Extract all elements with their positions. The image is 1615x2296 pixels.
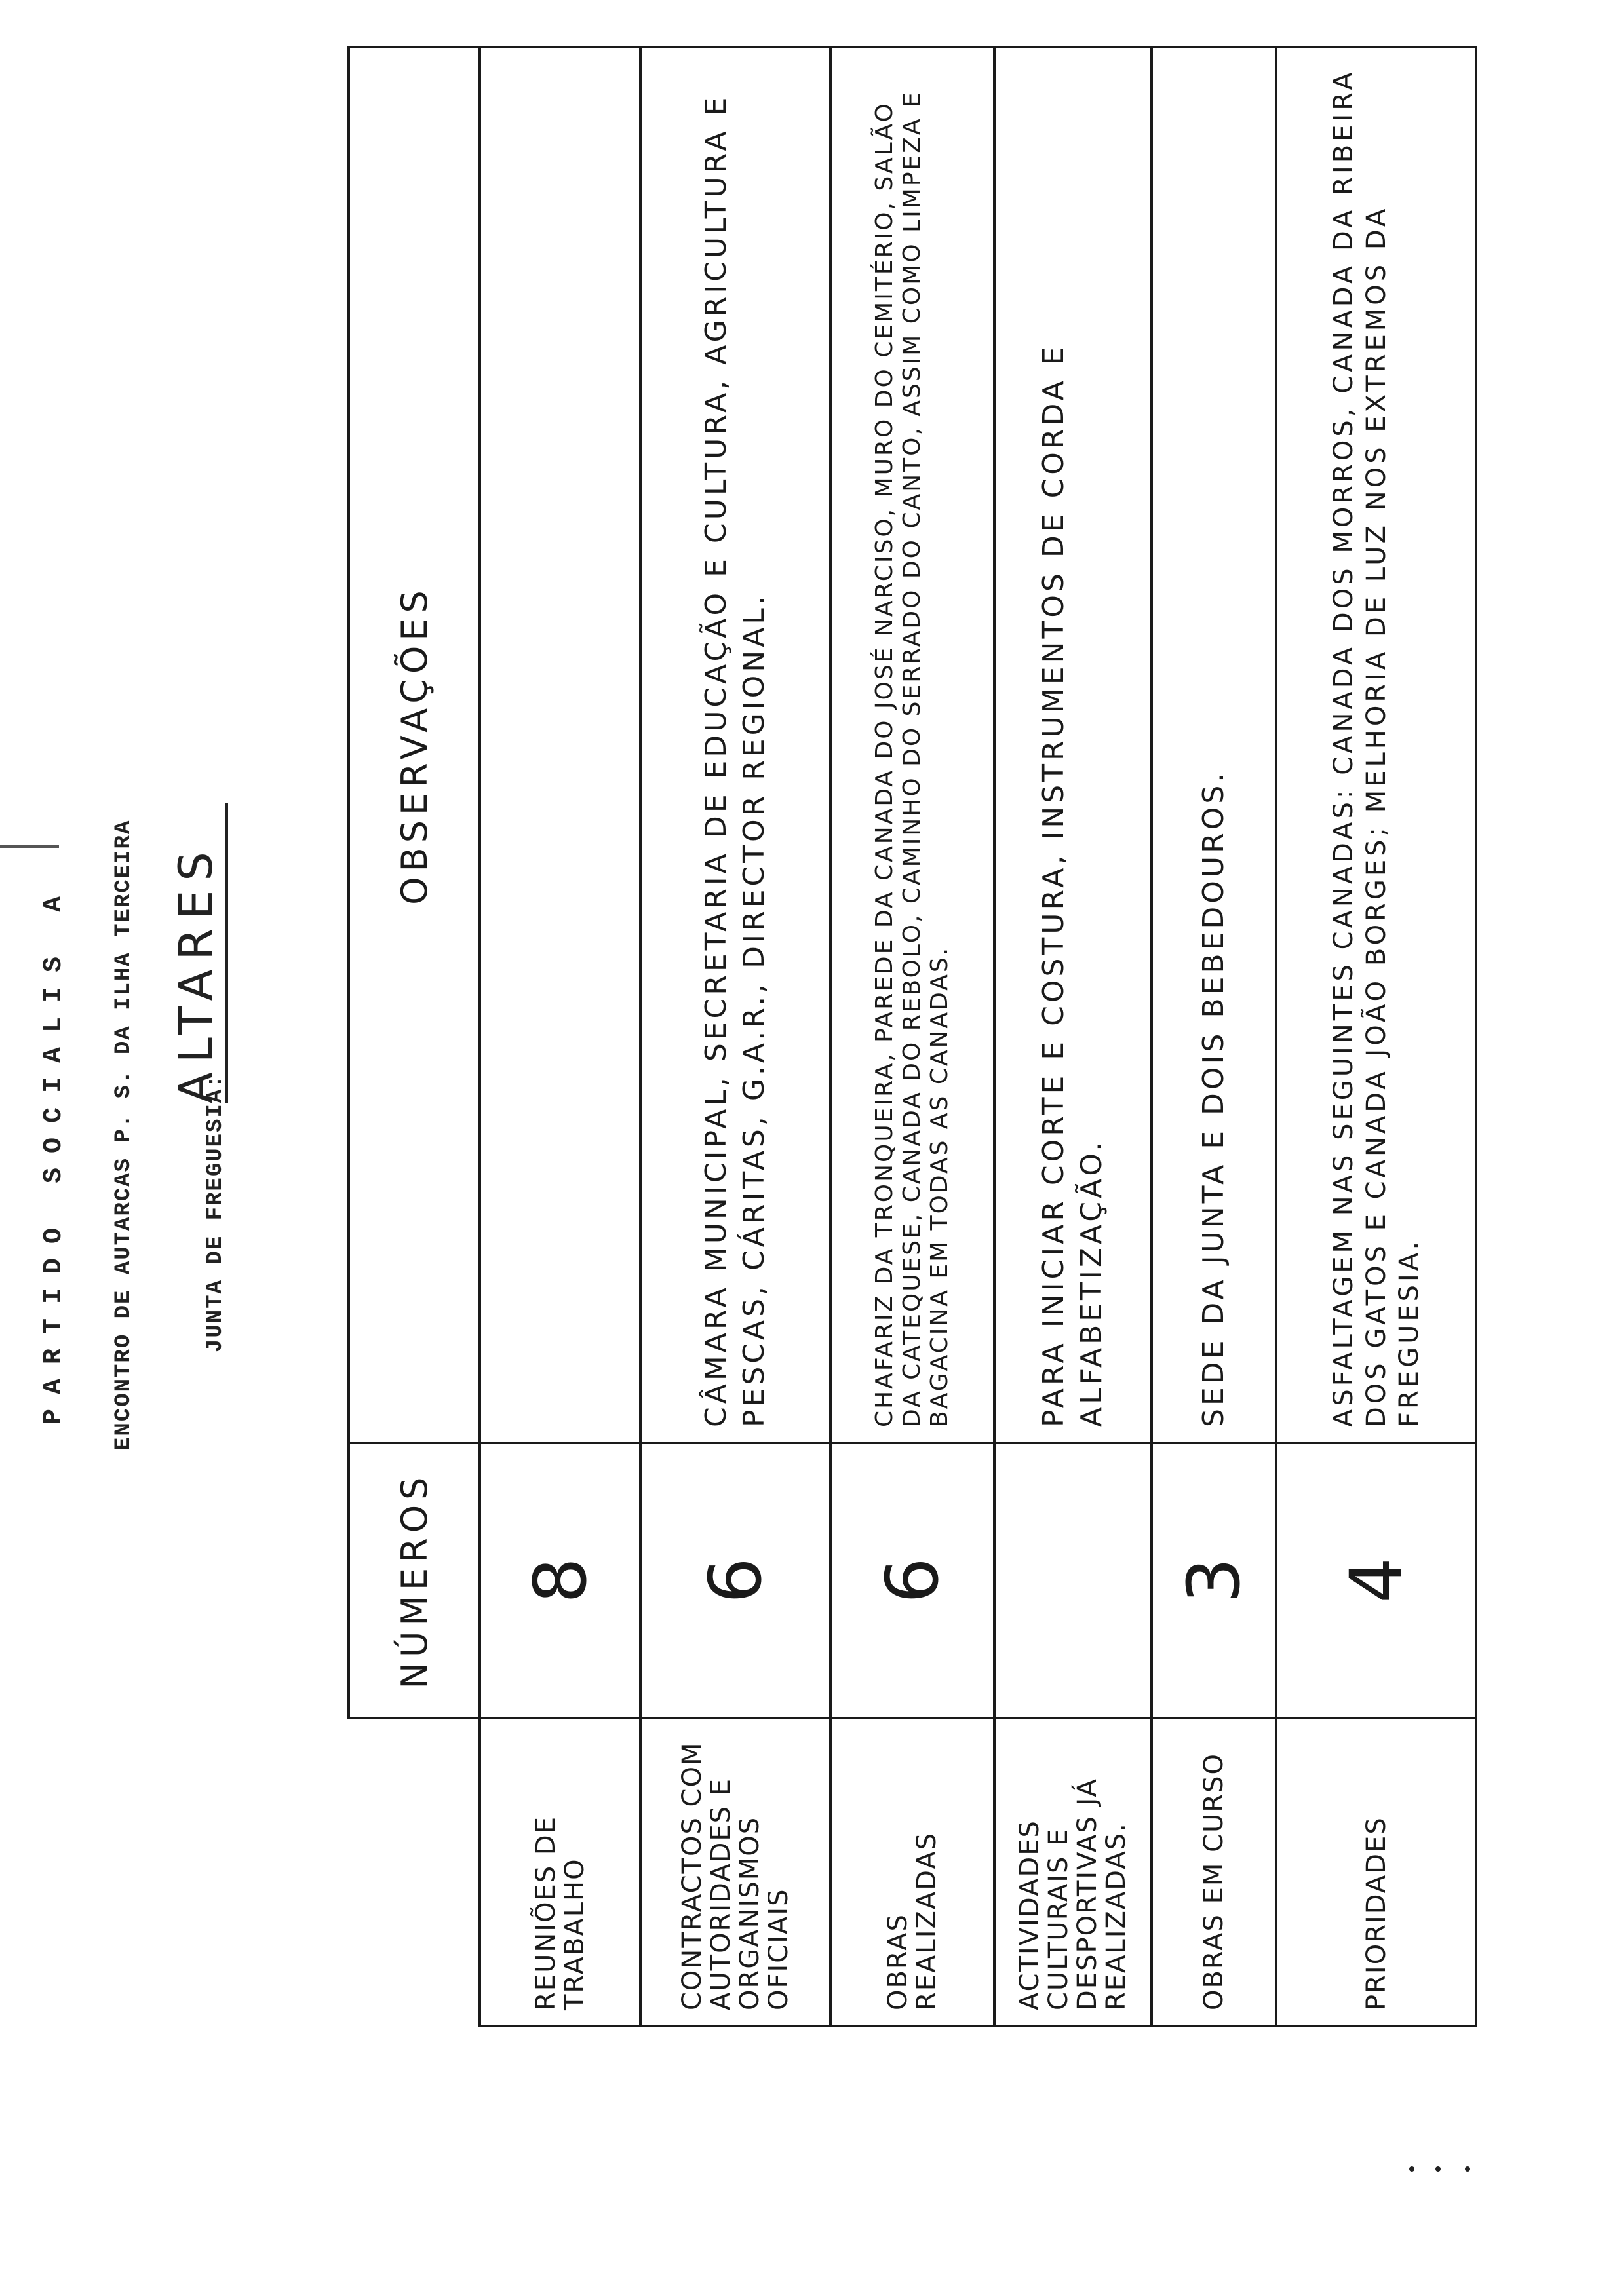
row-number: 8 <box>480 1443 640 1718</box>
row-observations: ASFALTAGEM NAS SEGUINTES CANADAS: CANADA DOS MORROS, CANADA DA RIBEIRA DOS GATOS E CANADA JOÃO BORGES; MELHORIA DE LUZ NOS EXTREMOS DA FREGUESIA. <box>1276 47 1476 1443</box>
row-number <box>994 1443 1152 1718</box>
row-observations: SEDE DA JUNTA E DOIS BEBEDOUROS. <box>1152 47 1276 1443</box>
meeting-heading: ENCONTRO DE AUTARCAS P. S. DA ILHA TERCEIRA <box>111 819 136 1451</box>
row-observations: CÂMARA MUNICIPAL, SECRETARIA DE EDUCAÇÃO E CULTURA, AGRICULTURA E PESCAS, CÁRITAS, G.A.R., DIRECTOR REGIONAL. <box>640 47 830 1443</box>
blank-header-cell <box>349 1718 480 2026</box>
parish-name-handwritten: ALTARES <box>169 803 228 1103</box>
table-header-row <box>349 47 480 2026</box>
table-row <box>1276 47 1476 2026</box>
row-observations: CHAFARIZ DA TRONQUEIRA, PAREDE DA CANADA DO JOSÉ NARCISO, MURO DO CEMITÉRIO, SALÃO DA CATEQUESE, CANADA DO REBOLO, CAMINHO DO SERRADO DO CANTO, ASSIM COMO LIMPEZA E BAGACINA EM TODAS AS CANADAS. <box>830 47 994 1443</box>
row-number: 3 <box>1152 1443 1276 1718</box>
observations-column-header: OBSERVAÇÕES <box>349 47 480 1443</box>
row-observations <box>480 47 640 1443</box>
party-heading: PARTIDO SOCIALIS A <box>39 881 69 1425</box>
table-row <box>640 47 830 2026</box>
row-number: 6 <box>640 1443 830 1718</box>
table-row <box>994 47 1152 2026</box>
row-observations: PARA INICIAR CORTE E COSTURA, INSTRUMENTOS DE CORDA E ALFABETIZAÇÃO. <box>994 47 1152 1443</box>
row-category: ACTIVIDADES CULTURAIS E DESPORTIVAS JÁ REALIZADAS. <box>994 1718 1152 2026</box>
numbers-column-header: NÚMEROS <box>349 1443 480 1718</box>
scan-specks <box>1409 2158 1475 2178</box>
row-number: 6 <box>830 1443 994 1718</box>
row-category: CONTRACTOS COM AUTORIDADES E ORGANISMOS OFICIAIS <box>640 1718 830 2026</box>
parish-label: JUNTA DE FREGUESIA: <box>203 1073 228 1352</box>
report-table <box>347 46 1477 2027</box>
row-number: 4 <box>1276 1443 1476 1718</box>
table-row <box>1152 47 1276 2026</box>
row-category: OBRAS EM CURSO <box>1152 1718 1276 2026</box>
table-row <box>480 47 640 2026</box>
table-row <box>830 47 994 2026</box>
row-category: PRIORIDADES <box>1276 1718 1476 2026</box>
row-category: OBRAS REALIZADAS <box>830 1718 994 2026</box>
row-category: REUNIÕES DE TRABALHO <box>480 1718 640 2026</box>
corner-mark <box>0 845 59 848</box>
